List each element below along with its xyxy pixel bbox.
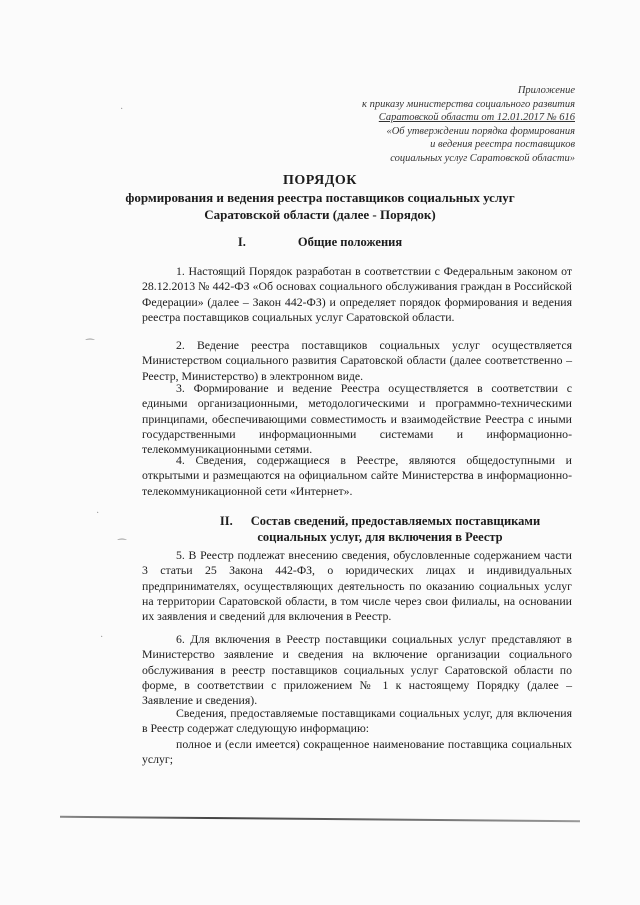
scan-speck: ⁀	[118, 540, 127, 551]
section-number: I.	[237, 235, 246, 249]
paragraph-8: полное и (если имеется) сокращенное наименование поставщика социальных услуг;	[142, 737, 572, 767]
order-title-line: «Об утверждении порядка формирования	[386, 125, 575, 137]
scan-speck: ·	[96, 508, 100, 519]
document-title	[100, 172, 540, 223]
order-title-line: и ведения реестра поставщиков	[430, 139, 575, 150]
appendix-label: Приложение	[517, 85, 575, 96]
title-subline: формирования и ведения реестра поставщиков социальных услуг	[125, 190, 515, 205]
order-reference: к приказу министерства социального развития	[362, 98, 575, 110]
appendix-header	[330, 84, 575, 165]
scan-speck: ⁀	[86, 340, 95, 351]
section-heading-2	[190, 513, 570, 545]
scan-speck: ·	[100, 632, 104, 643]
order-date-number: Саратовской области от 12.01.2017 № 616	[378, 112, 575, 123]
section-heading-1	[210, 234, 430, 250]
paragraph-6: 6. Для включения в Реестр поставщики социальных услуг представляют в Министерство заявление и сведения на включение организации социального обслуживания в реестр поставщиков социальных услуг Саратовской области по форме, в соответствии с приложением № 1 к настоящему Порядку (далее – Заявление и сведения).	[142, 632, 572, 708]
scan-edge-line	[60, 816, 580, 823]
paragraph-7: Сведения, предоставляемые поставщиками социальных услуг, для включения в Реестр содержат следующую информацию:	[142, 706, 572, 736]
paragraph-3: 3. Формирование и ведение Реестра осуществляется в соответствии с едиными организационными, методологическими и программно-техническими принципами, обеспечивающими совместимость и взаимодействие Реестра с иными государственными информационными системами и информационно-телекоммуникационными сетями.	[142, 381, 572, 457]
section-number: II.	[219, 514, 233, 528]
paragraph-4: 4. Сведения, содержащиеся в Реестре, являются общедоступными и открытыми и размещаются на официальном сайте Министерства в информационно-телекоммуникационной сети «Интернет».	[142, 453, 572, 498]
paragraph-1: 1. Настоящий Порядок разработан в соответствии с Федеральным законом от 28.12.2013 № 442-ФЗ «Об основах социального обслуживания граждан в Российской Федерации» (далее – Закон 442-ФЗ) и определяет порядок формирования и ведения реестра поставщиков социальных услуг Саратовской области.	[142, 264, 572, 324]
paragraph-5: 5. В Реестр подлежат внесению сведения, обусловленные содержанием части 3 статьи 25 Закона 442-ФЗ, о юридических лицах и индивидуальных предпринимателях, осуществляющих деятельность по оказанию социальных услуг на территории Саратовской области, в том числе через свои филиалы, на основании их заявления и сведений для включения в Реестр.	[142, 548, 572, 624]
title-subline: Саратовской области (далее - Порядок)	[204, 207, 436, 222]
section-title: Общие положения	[297, 235, 403, 249]
paragraph-2: 2. Ведение реестра поставщиков социальных услуг осуществляется Министерством социального развития Саратовской области (далее соответственно – Реестр, Министерство) в электронном виде.	[142, 338, 572, 383]
section-title: Состав сведений, предоставляемых поставщиками	[250, 514, 541, 528]
order-title-line: социальных услуг Саратовской области»	[390, 152, 575, 164]
section-title: социальных услуг, для включения в Реестр	[257, 530, 503, 544]
scan-speck: ·	[120, 104, 124, 115]
title-main: ПОРЯДОК	[283, 173, 357, 188]
